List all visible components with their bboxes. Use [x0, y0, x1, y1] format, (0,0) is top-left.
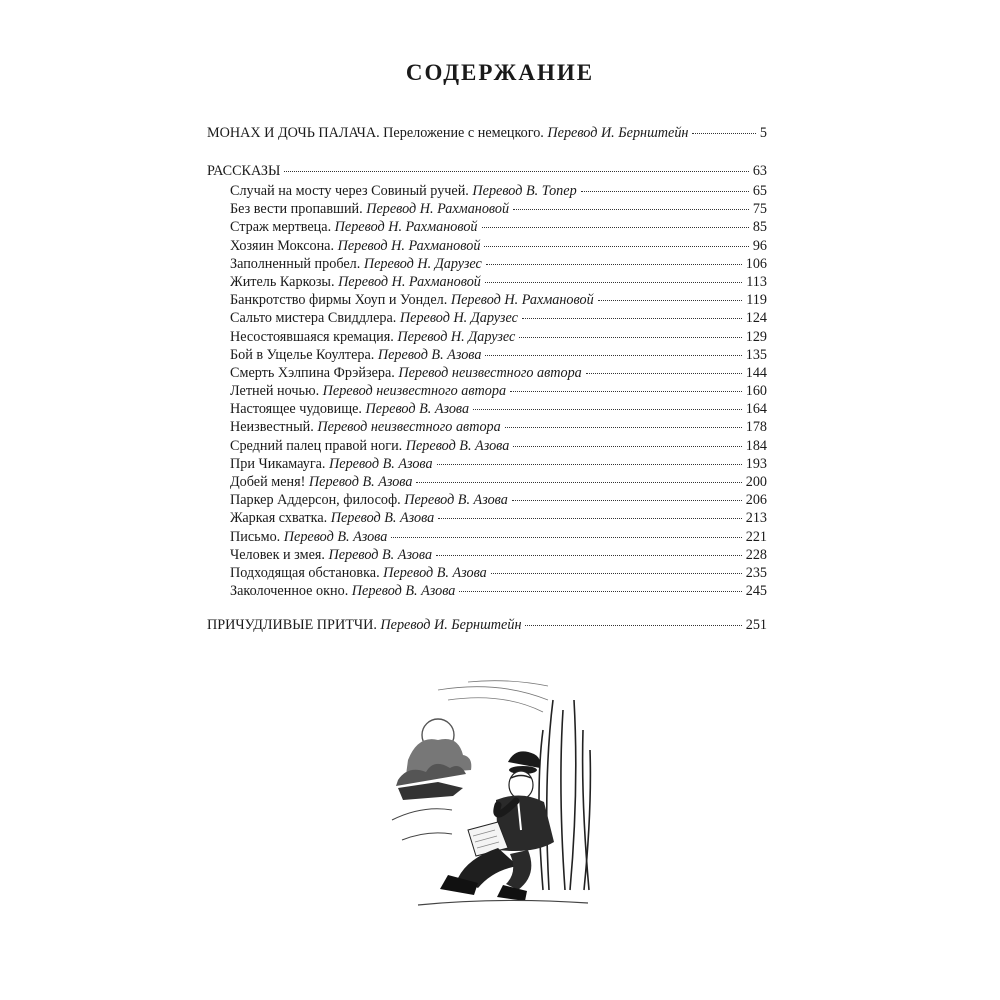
- toc-entry-story[interactable]: [207, 565, 767, 583]
- dot-leader: [522, 317, 742, 319]
- toc-entry-story[interactable]: [207, 383, 767, 401]
- dot-leader: [391, 536, 741, 538]
- page-title: СОДЕРЖАНИЕ: [405, 60, 595, 85]
- entry-page: 119: [746, 292, 767, 309]
- toc-entry-story[interactable]: [207, 310, 767, 328]
- illustration-man-reading: [378, 670, 618, 920]
- dot-leader: [513, 445, 741, 447]
- entry-page: 75: [752, 201, 767, 218]
- entry-translator: Перевод В. Азова: [404, 492, 508, 509]
- toc-entry-stories[interactable]: [207, 163, 767, 183]
- entry-title: Без вести пропавший. Перевод Н. Рахмановой: [230, 201, 510, 218]
- dot-leader: [438, 517, 741, 519]
- dot-leader: [586, 372, 742, 374]
- entry-title: ПРИЧУДЛИВЫЕ ПРИТЧИ. Перевод И. Бернштейн: [207, 617, 522, 634]
- toc-entry-story[interactable]: [207, 329, 767, 347]
- toc-entry-story[interactable]: [207, 529, 767, 547]
- entry-title: Добей меня! Перевод В. Азова: [230, 474, 413, 490]
- toc-entry-story[interactable]: [207, 492, 767, 510]
- dot-leader: [512, 499, 742, 501]
- entry-page: 129: [745, 328, 767, 345]
- entry-translator: Перевод В. Азова: [328, 546, 433, 563]
- entry-translator: Перевод В. Азова: [383, 564, 487, 581]
- dot-leader: [473, 408, 742, 410]
- entry-title: Смерть Хэлпина Фрэйзера. Перевод неизвестного автора: [230, 364, 582, 381]
- toc-entry-story[interactable]: [207, 474, 767, 492]
- dot-leader: [510, 390, 742, 392]
- entry-page: 178: [745, 419, 767, 436]
- dot-leader: [486, 263, 742, 265]
- entry-title: Человек и змея. Перевод В. Азова: [230, 546, 433, 563]
- entry-page: 213: [745, 510, 767, 527]
- entry-title: Летней ночью. Перевод неизвестного автора: [230, 383, 507, 400]
- toc-entry-story[interactable]: [207, 292, 767, 310]
- entry-page: 251: [745, 617, 767, 634]
- entry-title: РАССКАЗЫ: [207, 163, 281, 179]
- toc-entry-story[interactable]: [207, 438, 767, 456]
- entry-title: Письмо. Перевод В. Азова: [230, 528, 388, 545]
- entry-page: 65: [752, 183, 767, 199]
- dot-leader: [437, 463, 742, 465]
- toc-entry-story[interactable]: [207, 238, 767, 256]
- entry-page: 221: [745, 528, 767, 545]
- entry-translator: Перевод И. Бернштейн: [380, 617, 522, 634]
- entry-page: 245: [745, 583, 767, 600]
- entry-translator: Перевод неизвестного автора: [322, 383, 507, 400]
- entry-page: 193: [745, 455, 767, 472]
- dot-leader: [485, 281, 742, 283]
- entry-translator: Перевод В. Азова: [330, 510, 435, 527]
- dot-leader: [484, 245, 748, 247]
- entry-title: Неизвестный. Перевод неизвестного автора: [230, 419, 501, 436]
- entry-translator: Перевод Н. Дарузес: [397, 328, 516, 345]
- dot-leader: [692, 132, 755, 134]
- dot-leader: [513, 208, 749, 210]
- entry-page: 200: [745, 474, 767, 490]
- entry-title: Подходящая обстановка. Перевод В. Азова: [230, 564, 487, 581]
- entry-page: 5: [759, 125, 767, 141]
- toc-entry-story[interactable]: [207, 347, 767, 365]
- entry-translator: Перевод неизвестного автора: [317, 419, 501, 436]
- toc-entry-story[interactable]: [207, 274, 767, 292]
- entry-translator: Перевод Н. Рахмановой: [338, 273, 481, 290]
- entry-translator: Перевод В. Азова: [405, 437, 510, 454]
- entry-translator: Перевод Н. Рахмановой: [337, 237, 481, 254]
- entry-title: Страж мертвеца. Перевод Н. Рахмановой: [230, 219, 478, 236]
- entry-translator: Перевод Н. Рахмановой: [366, 201, 510, 218]
- entry-title: Жаркая схватка. Перевод В. Азова: [230, 510, 435, 527]
- toc-entry-story[interactable]: [207, 401, 767, 419]
- entry-title: Паркер Аддерсон, философ. Перевод В. Азова: [230, 492, 508, 509]
- entry-title: Житель Каркозы. Перевод Н. Рахмановой: [230, 273, 481, 290]
- entry-title: При Чикамауга. Перевод В. Азова: [230, 455, 433, 472]
- dot-leader: [491, 572, 742, 574]
- entry-page: 135: [745, 346, 767, 363]
- entry-title: Заполненный пробел. Перевод Н. Дарузес: [230, 255, 482, 272]
- entry-translator: Перевод В. Азова: [351, 583, 456, 600]
- entry-translator: Перевод Н. Дарузес: [399, 310, 518, 327]
- entry-page: 235: [745, 564, 767, 581]
- entry-translator: Перевод В. Азова: [365, 401, 470, 418]
- entry-translator: Перевод Н. Рахмановой: [334, 219, 478, 236]
- entry-title: Банкротство фирмы Хоуп и Уондел. Перевод Н. Рахмановой: [230, 292, 594, 309]
- entry-translator: Перевод В. Азова: [377, 346, 482, 363]
- entry-title: МОНАХ И ДОЧЬ ПАЛАЧА. Переложение с немецкого. Перевод И. Бернштейн: [207, 125, 689, 141]
- toc-entry-story[interactable]: [207, 583, 767, 601]
- dot-leader: [519, 336, 741, 338]
- entry-page: 113: [746, 273, 767, 290]
- dot-leader: [284, 170, 748, 172]
- entry-title: Несостоявшаяся кремация. Перевод Н. Дарузес: [230, 328, 516, 345]
- toc-entry-story[interactable]: [207, 256, 767, 274]
- toc-entry-monk[interactable]: [207, 125, 767, 145]
- toc-entry-story[interactable]: [207, 419, 767, 437]
- dot-leader: [505, 426, 742, 428]
- entry-translator: Перевод В. Азова: [329, 455, 433, 472]
- entry-title: Хозяин Моксона. Перевод Н. Рахмановой: [230, 237, 481, 254]
- entry-page: 228: [745, 546, 767, 563]
- entry-page: 124: [745, 310, 767, 327]
- dot-leader: [581, 190, 749, 192]
- entry-page: 144: [745, 364, 767, 381]
- entry-title: Средний палец правой ноги. Перевод В. Азова: [230, 437, 510, 454]
- dot-leader: [416, 481, 741, 483]
- entry-translator: Перевод Н. Дарузес: [363, 255, 482, 272]
- entry-title: Заколоченное окно. Перевод В. Азова: [230, 583, 456, 600]
- entry-page: 85: [752, 219, 767, 236]
- toc-entry-story[interactable]: [207, 456, 767, 474]
- toc-entry-story[interactable]: [207, 365, 767, 383]
- dot-leader: [459, 590, 741, 592]
- dot-leader: [525, 624, 741, 626]
- entry-page: 160: [745, 383, 767, 400]
- entry-translator: Перевод И. Бернштейн: [547, 125, 689, 141]
- dot-leader: [598, 299, 743, 301]
- table-of-contents: [207, 125, 767, 637]
- entry-translator: Перевод В. Топер: [472, 183, 577, 199]
- toc-entry-story[interactable]: [207, 510, 767, 528]
- entry-title: Бой в Ущелье Коултера. Перевод В. Азова: [230, 346, 482, 363]
- dot-leader: [485, 354, 741, 356]
- entry-translator: Перевод Н. Рахмановой: [450, 292, 594, 309]
- entry-title: Случай на мосту через Совиный ручей. Перевод В. Топер: [230, 183, 577, 199]
- entry-page: 206: [745, 492, 767, 509]
- toc-entry-story[interactable]: [207, 219, 767, 237]
- entry-page: 164: [745, 401, 767, 418]
- entry-page: 96: [752, 237, 767, 254]
- entry-translator: Перевод В. Азова: [283, 528, 388, 545]
- entry-page: 106: [745, 255, 767, 272]
- entry-page: 63: [752, 163, 767, 179]
- toc-entry-story[interactable]: [207, 201, 767, 219]
- toc-entry-story[interactable]: [207, 547, 767, 565]
- entry-translator: Перевод неизвестного автора: [398, 364, 582, 381]
- entry-title: Сальто мистера Свиддлера. Перевод Н. Дарузес: [230, 310, 518, 327]
- dot-leader: [482, 226, 749, 228]
- entry-title: Настоящее чудовище. Перевод В. Азова: [230, 401, 470, 418]
- toc-entry-fables[interactable]: [207, 617, 767, 637]
- toc-entry-story[interactable]: [207, 183, 767, 201]
- entry-page: 184: [745, 437, 767, 454]
- dot-leader: [436, 554, 742, 556]
- entry-translator: Перевод В. Азова: [308, 474, 413, 490]
